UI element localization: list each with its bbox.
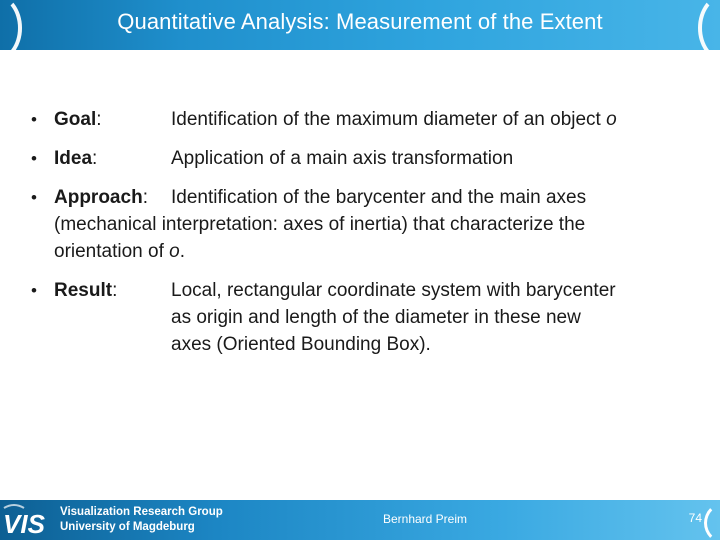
bullet-dot-icon: • (31, 281, 37, 300)
bullet-dot-icon: • (31, 149, 37, 168)
bullet-description-line1: Identification of the barycenter and the main axes (171, 187, 587, 208)
bullet-description-line3: orientation of o. (54, 241, 185, 262)
slide-title: Quantitative Analysis: Measurement of the Extent (117, 9, 603, 34)
svg-text:VIS: VIS (3, 509, 45, 538)
bullet-term: Approach: (54, 187, 148, 208)
vis-logo (2, 502, 56, 538)
university-name: University of Magdeburg (60, 521, 195, 533)
bullet-description-line2: (mechanical interpretation: axes of inertia) that characterize the (54, 214, 586, 235)
footer-arc-decoration (704, 502, 720, 544)
bullet-description: Identification of the maximum diameter of an object o (171, 109, 617, 130)
bullet-term: Goal: (54, 109, 102, 130)
research-group-name: Visualization Research Group (60, 506, 223, 518)
bullet-description-line1: Local, rectangular coordinate system with barycenter (171, 280, 616, 301)
bullet-description-line3: axes (Oriented Bounding Box). (171, 334, 431, 355)
bullet-description-line2: as origin and length of the diameter in these new (171, 307, 581, 328)
author-name: Bernhard Preim (382, 512, 468, 526)
footer-bar (0, 500, 720, 540)
bullet-result (0, 277, 720, 367)
bullet-term: Idea: (54, 148, 98, 169)
bullet-dot-icon: • (31, 188, 37, 207)
bullet-description: Application of a main axis transformation (171, 148, 514, 169)
bullet-term: Result: (54, 280, 118, 301)
bullet-dot-icon: • (31, 110, 37, 129)
page-number: 74 (688, 511, 702, 525)
bullet-approach (0, 184, 720, 274)
